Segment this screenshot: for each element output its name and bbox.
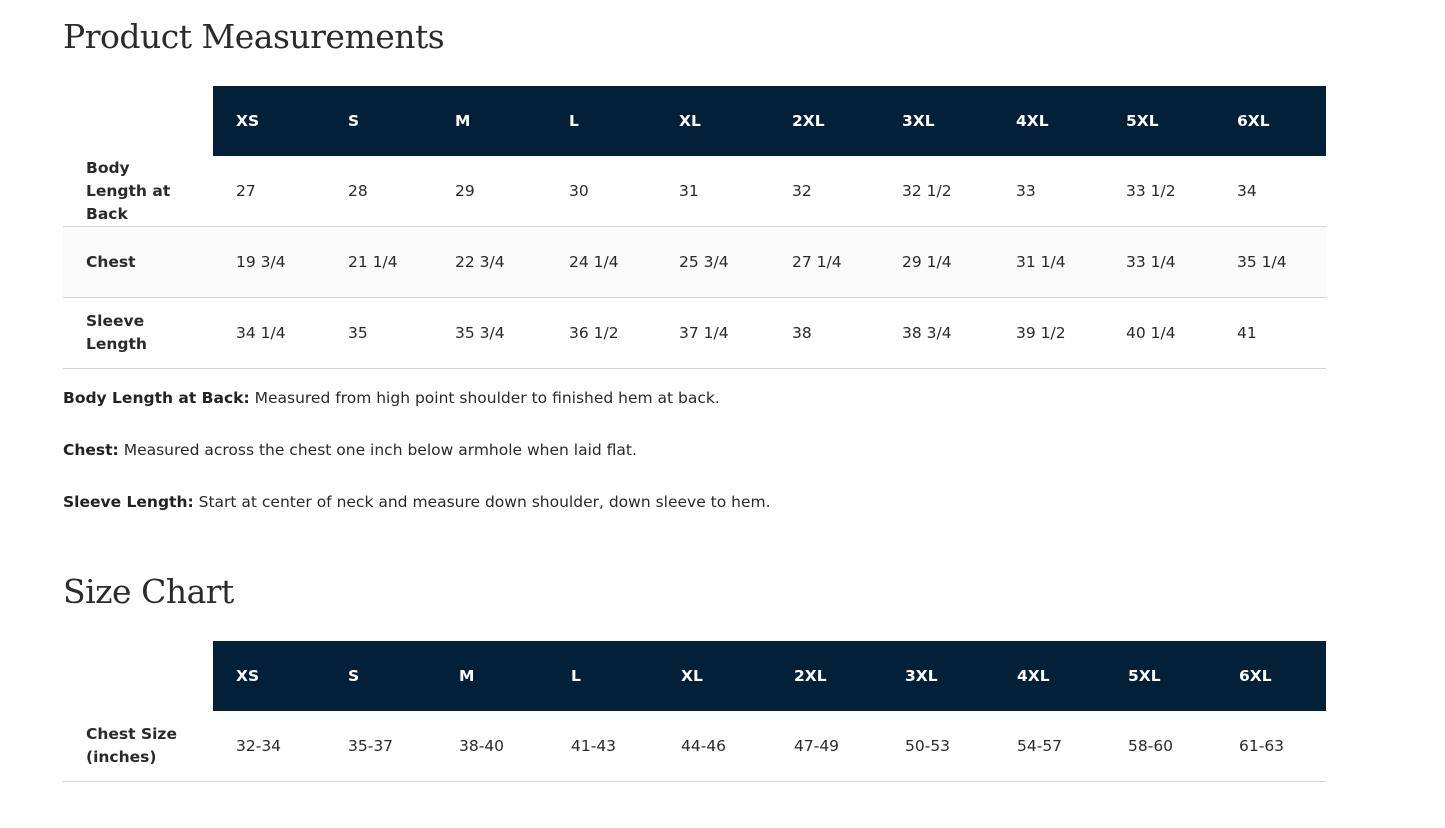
note-text: Start at center of neck and measure down shoulder, down sleeve to hem. <box>193 493 771 511</box>
size-header-xs: XS <box>213 86 325 156</box>
table-cell: 27 <box>213 156 325 227</box>
table-cell: 34 1/4 <box>213 298 325 369</box>
table-cell: 35 3/4 <box>432 298 546 369</box>
table-cell: 58-60 <box>1105 711 1216 782</box>
table-cell: 29 <box>432 156 546 227</box>
table-cell: 33 <box>993 156 1103 227</box>
size-header-xl: XL <box>658 641 771 711</box>
size-header-s: S <box>325 641 436 711</box>
note-term: Chest: <box>63 441 119 459</box>
note-text: Measured from high point shoulder to finished hem at back. <box>249 389 720 407</box>
table-row-chest <box>63 227 1326 298</box>
size-header-l: L <box>546 86 656 156</box>
table-row-body-length <box>63 156 1326 227</box>
size-header-m: M <box>436 641 548 711</box>
table-cell: 33 1/4 <box>1103 227 1214 298</box>
table-cell: 25 3/4 <box>656 227 769 298</box>
row-label-chest-size: Chest Size (inches) <box>63 711 213 782</box>
note-term: Sleeve Length: <box>63 493 194 511</box>
size-chart-title: Size Chart <box>63 572 234 611</box>
size-header-5xl: 5XL <box>1103 86 1214 156</box>
size-header-l: L <box>548 641 658 711</box>
row-label-chest: Chest <box>63 227 213 298</box>
table-cell: 22 3/4 <box>432 227 546 298</box>
table-cell: 32-34 <box>213 711 325 782</box>
table-cell: 31 1/4 <box>993 227 1103 298</box>
size-header-6xl: 6XL <box>1216 641 1326 711</box>
table-cell: 34 <box>1214 156 1326 227</box>
table-cell: 40 1/4 <box>1103 298 1214 369</box>
size-header-4xl: 4XL <box>993 86 1103 156</box>
table-cell: 54-57 <box>994 711 1105 782</box>
table-cell: 61-63 <box>1216 711 1326 782</box>
table-cell: 37 1/4 <box>656 298 769 369</box>
note-body-length <box>63 388 1326 409</box>
size-header-s: S <box>325 86 432 156</box>
table-cell: 41-43 <box>548 711 658 782</box>
table-row-sleeve-length <box>63 298 1326 369</box>
measurements-table <box>63 86 1326 369</box>
note-chest <box>63 440 1326 461</box>
size-header-m: M <box>432 86 546 156</box>
table-cell: 50-53 <box>882 711 994 782</box>
table-cell: 38-40 <box>436 711 548 782</box>
table-cell: 38 <box>769 298 879 369</box>
size-header-5xl: 5XL <box>1105 641 1216 711</box>
note-term: Body Length at Back: <box>63 389 250 407</box>
table-cell: 38 3/4 <box>879 298 993 369</box>
size-header-2xl: 2XL <box>769 86 879 156</box>
note-sleeve-length <box>63 492 1326 513</box>
size-header-xl: XL <box>656 86 769 156</box>
table-cell: 33 1/2 <box>1103 156 1214 227</box>
table-cell: 35-37 <box>325 711 436 782</box>
table-row-chest-size <box>63 711 1326 782</box>
size-header-xs: XS <box>213 641 325 711</box>
size-header-4xl: 4XL <box>994 641 1105 711</box>
size-header-3xl: 3XL <box>879 86 993 156</box>
table-cell: 44-46 <box>658 711 771 782</box>
table-cell: 47-49 <box>771 711 882 782</box>
table-cell: 27 1/4 <box>769 227 879 298</box>
table-cell: 29 1/4 <box>879 227 993 298</box>
row-label-body-length: Body Length at Back <box>63 156 213 227</box>
size-chart-header-row <box>63 641 1326 711</box>
table-cell: 35 1/4 <box>1214 227 1326 298</box>
table-cell: 19 3/4 <box>213 227 325 298</box>
table-cell: 39 1/2 <box>993 298 1103 369</box>
table-cell: 24 1/4 <box>546 227 656 298</box>
table-cell: 28 <box>325 156 432 227</box>
table-cell: 32 <box>769 156 879 227</box>
product-measurements-title: Product Measurements <box>63 17 445 56</box>
note-text: Measured across the chest one inch below armhole when laid flat. <box>118 441 637 459</box>
table-cell: 32 1/2 <box>879 156 993 227</box>
measurements-header-row <box>63 86 1326 156</box>
size-header-2xl: 2XL <box>771 641 882 711</box>
table-cell: 35 <box>325 298 432 369</box>
header-corner-cell <box>63 86 213 156</box>
table-cell: 36 1/2 <box>546 298 656 369</box>
size-header-6xl: 6XL <box>1214 86 1326 156</box>
measurement-notes <box>63 388 1326 544</box>
table-cell: 30 <box>546 156 656 227</box>
table-cell: 21 1/4 <box>325 227 432 298</box>
table-cell: 31 <box>656 156 769 227</box>
row-label-sleeve-length: Sleeve Length <box>63 298 213 369</box>
header-corner-cell <box>63 641 213 711</box>
size-chart-table <box>63 641 1326 782</box>
table-cell: 41 <box>1214 298 1326 369</box>
size-header-3xl: 3XL <box>882 641 994 711</box>
